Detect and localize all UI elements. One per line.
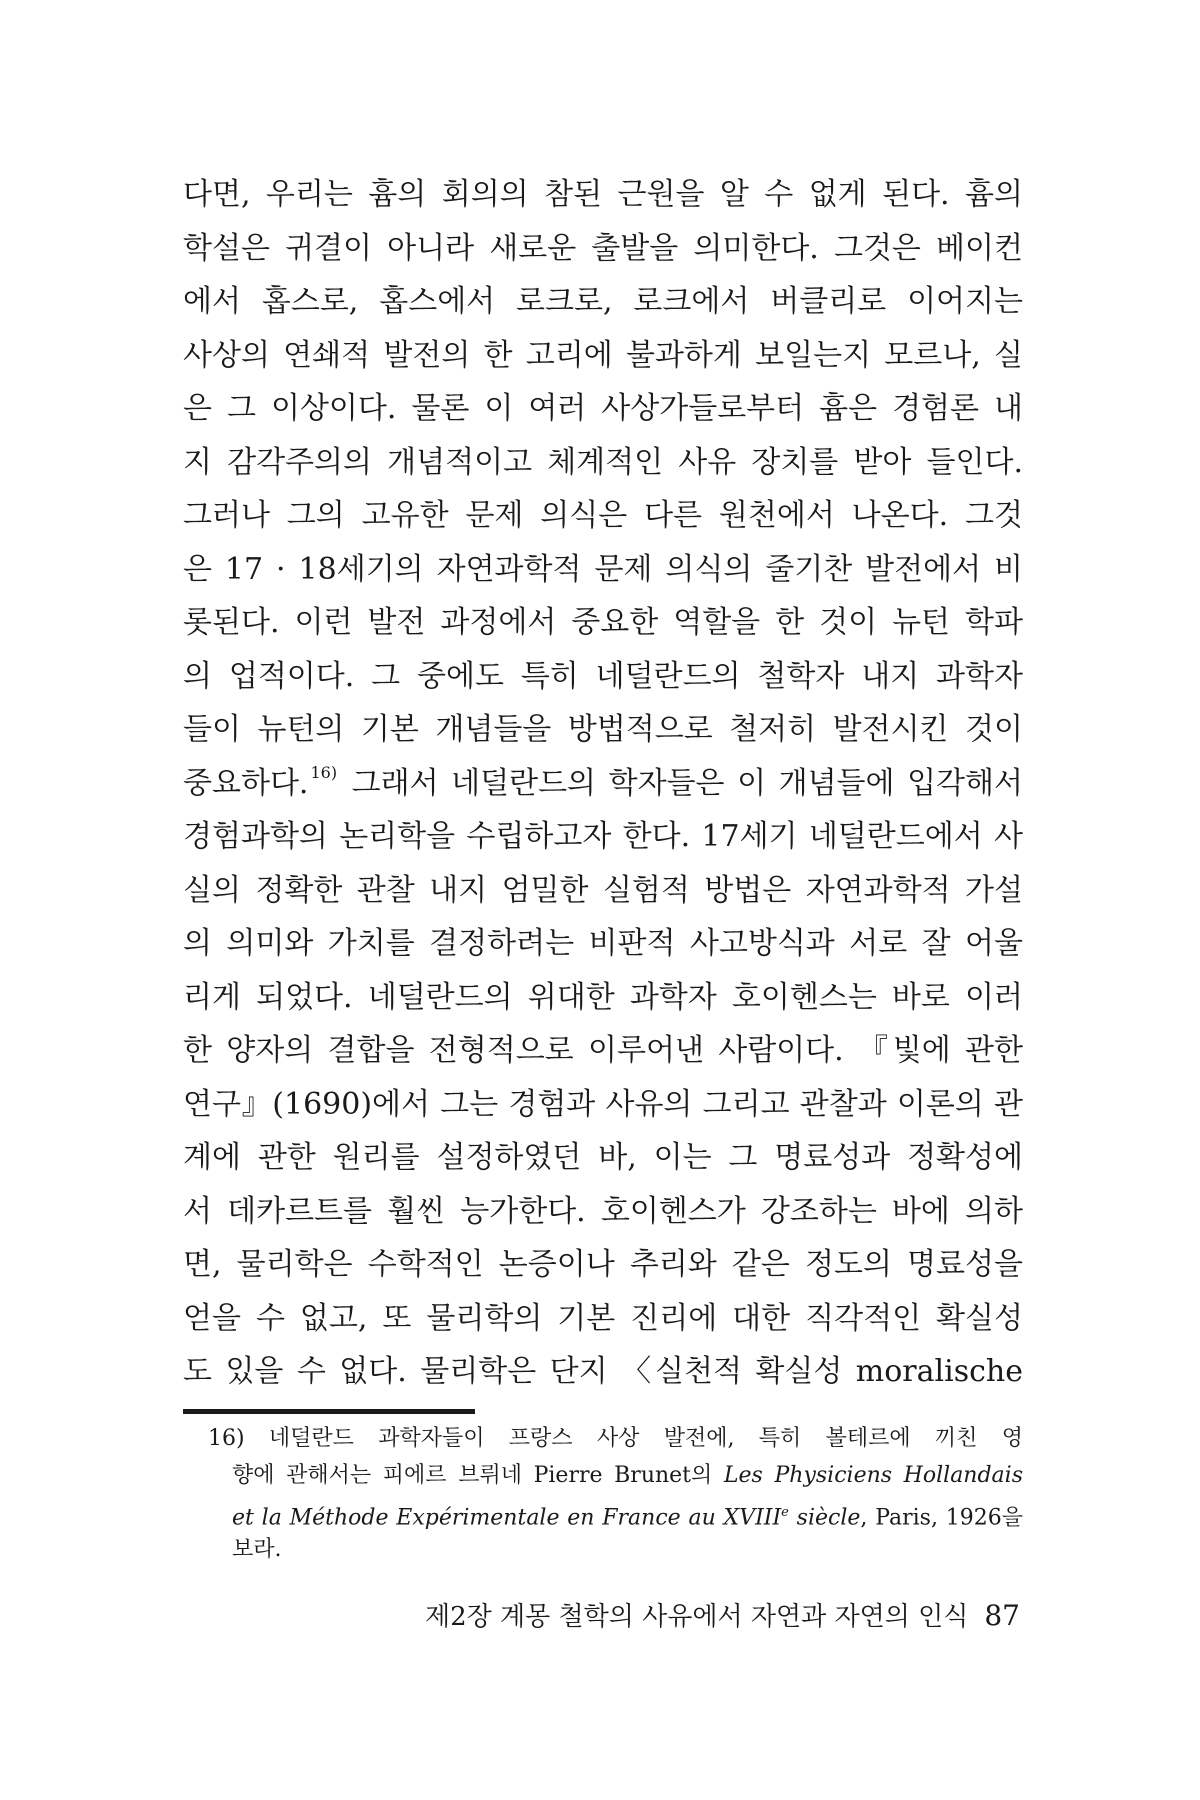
text-line-with-footnote-ref <box>183 757 1023 811</box>
text-line: 리게 되었다. 네덜란드의 위대한 과학자 호이헨스는 바로 이러 <box>183 979 1023 1015</box>
text-line: 경험과학의 논리학을 수립하고자 한다. 17세기 네덜란드에서 사 <box>183 819 1023 854</box>
text-line: 들이 뉴턴의 기본 개념들을 방법적으로 철저히 발전시킨 것이 <box>183 712 1023 747</box>
text-line: 한 양자의 결합을 전형적으로 이루어낸 사람이다. 『빛에 관한 <box>183 1033 1023 1068</box>
text-line: 면, 물리학은 수학적인 논증이나 추리와 같은 정도의 명료성을 <box>183 1247 1023 1282</box>
text-line: 도 있을 수 없다. 물리학은 단지 〈실천적 확실성 moralische <box>183 1354 1023 1389</box>
text-line: 연구』(1690)에서 그는 경험과 사유의 그리고 관찰과 이론의 관 <box>183 1086 1023 1122</box>
text-line: 은 그 이상이다. 물론 이 여러 사상가들로부터 흄은 경험론 내 <box>183 391 1023 426</box>
text-line: 지 감각주의의 개념적이고 체계적인 사유 장치를 받아 들인다. <box>183 444 1023 480</box>
text-line: 얻을 수 없고, 또 물리학의 기본 진리에 대한 직각적인 확실성 <box>183 1300 1023 1336</box>
footnote-separator-rule <box>183 1409 475 1414</box>
text-line: 롯된다. 이런 발전 과정에서 중요한 역할을 한 것이 뉴턴 학파 <box>183 605 1023 640</box>
text-line: 사상의 연쇄적 발전의 한 고리에 불과하게 보일는지 모르나, 실 <box>183 337 1023 373</box>
footnote-line: 보라. <box>232 1537 282 1562</box>
text-line: 에서 홉스로, 홉스에서 로크로, 로크에서 버클리로 이어지는 <box>183 284 1023 319</box>
text-segment: 그래서 네덜란드의 학자들은 이 개념들에 입각해서 <box>339 765 1023 801</box>
superscript: e <box>781 1505 789 1520</box>
running-footer <box>425 1596 1020 1637</box>
text-line: 학설은 귀결이 아니라 새로운 출발을 의미한다. 그것은 베이컨 <box>183 230 1023 266</box>
book-title-italic: et la Méthode Expérimentale en France au XVIII <box>232 1505 782 1531</box>
text-line: 의 의미와 가치를 결정하려는 비판적 사고방식과 서로 잘 어울 <box>183 926 1023 961</box>
chapter-title: 제2장 계몽 철학의 사유에서 자연과 자연의 인식 <box>425 1602 969 1632</box>
footnote-line <box>208 1457 1023 1494</box>
body-text <box>183 168 1023 1399</box>
text-line: 은 17 · 18세기의 자연과학적 문제 의식의 줄기찬 발전에서 비 <box>183 551 1023 587</box>
text-line: 실의 정확한 관찰 내지 엄밀한 실험적 방법은 자연과학적 가설 <box>183 872 1023 908</box>
text-line: 다면, 우리는 흄의 회의의 참된 근원을 알 수 없게 된다. 흄의 <box>183 177 1023 212</box>
footnote-text: 향에 관해서는 피에르 브뤼네 Pierre Brunet의 <box>232 1463 724 1488</box>
footnote <box>208 1420 1023 1568</box>
page-number: 87 <box>984 1599 1020 1632</box>
text-line: 계에 관한 원리를 설정하였던 바, 이는 그 명료성과 정확성에 <box>183 1140 1023 1175</box>
text-line: 그러나 그의 고유한 문제 의식은 다른 원천에서 나온다. 그것 <box>183 498 1023 533</box>
footnote-line: 16) 네덜란드 과학자들이 프랑스 사상 발전에, 특히 볼테르에 끼친 영 <box>208 1426 1023 1451</box>
footnote-text: , Paris, 1926을 <box>860 1505 1023 1531</box>
book-title-italic: Les Physiciens Hollandais <box>723 1463 1023 1488</box>
text-segment: 중요하다. <box>183 765 309 801</box>
text-line: 의 업적이다. 그 중에도 특히 네덜란드의 철학자 내지 과학자 <box>183 658 1023 694</box>
footnote-line <box>208 1494 1023 1531</box>
book-title-italic: siècle <box>788 1505 861 1531</box>
footnote-reference[interactable]: 16) <box>310 762 338 782</box>
text-line: 서 데카르트를 훨씬 능가한다. 호이헨스가 강조하는 바에 의하 <box>183 1193 1023 1229</box>
